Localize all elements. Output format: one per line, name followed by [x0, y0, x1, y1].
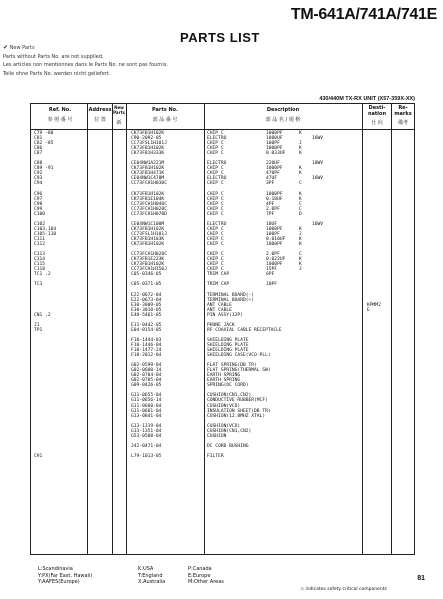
cell-pn: CE04NW1A221M — [131, 161, 165, 167]
cell-dest: KPMM2 — [367, 302, 381, 308]
cell-ref: C87 — [34, 151, 43, 157]
cell-volt: 10WV — [312, 161, 324, 167]
header-description: Description — [266, 107, 300, 113]
legend-item: K:USA — [138, 566, 154, 572]
cell-pn: CC73FCH1H070D — [131, 211, 167, 217]
cell-tol: K — [299, 196, 302, 202]
cell-desc: CHIP C — [207, 252, 224, 258]
cell-tol: K — [299, 131, 302, 136]
cell-pn: F10-1444-03 — [131, 337, 162, 343]
cell-desc: CUSHION(VCO) — [207, 403, 241, 409]
cell-ref: C82 -85 — [34, 141, 54, 147]
cell-val: 10UF — [266, 221, 278, 227]
cell-ref: C81 — [34, 136, 43, 142]
cell-desc: SHIELDING CASE(VCO-PLL) — [207, 353, 271, 359]
cell-ref: C88 — [34, 161, 43, 167]
model-number: TM-641A/741A/741E — [290, 6, 437, 23]
cell-val: 100PF — [266, 231, 280, 237]
cell-tol: C — [299, 252, 302, 258]
cell-pn: CC73FCH1H040C — [131, 201, 167, 207]
legend-column — [188, 566, 224, 586]
cell-tol: K — [299, 242, 302, 248]
cell-desc: CUSHION — [207, 433, 227, 439]
cell-tol: J — [299, 141, 302, 147]
note-text: Teile ohne Parts No. werden nicht geliefert. — [3, 70, 111, 77]
cell-desc: ANT CABLE — [207, 307, 232, 313]
cell-volt: 16WV — [312, 176, 324, 182]
cell-val: 1000PF — [266, 191, 283, 197]
note-text: New Parts — [9, 45, 35, 51]
cell-desc: EARTH SPRING — [207, 378, 241, 384]
cell-val: 1000PF — [266, 242, 283, 248]
cell-tol: K — [299, 236, 302, 242]
cell-ref: J1 — [34, 322, 40, 328]
cell-pn: G11-0655-04 — [131, 393, 162, 399]
cell-pn: G53-0508-04 — [131, 433, 162, 439]
header-new: New Parts — [113, 105, 125, 115]
cell-desc: ANT CABLE — [207, 302, 232, 308]
header-new-jp: 新 — [116, 120, 122, 126]
cell-pn: G11-0660-04 — [131, 403, 162, 409]
cell-pn: CE04NW1C100M — [131, 221, 165, 227]
cell-val: 1000PF — [266, 226, 283, 232]
cell-desc: CONDUCTIVE RUBBER(MCF) — [207, 398, 268, 404]
cell-val: 1000PF — [266, 146, 283, 152]
cell-desc: CHIP C — [207, 141, 224, 147]
note-text: Les articles non mentionnes dans le Parts No. ne sont pas fournis. — [3, 62, 168, 68]
cell-val: 2.0PF — [266, 252, 280, 258]
page-number: 81 — [417, 575, 425, 582]
cell-pn: CK73FB1H102K — [131, 262, 165, 268]
cell-val: 6PF — [266, 272, 275, 278]
cell-desc: CHIP C — [207, 231, 224, 237]
header-remarks: Re-marks — [394, 105, 412, 117]
cell-ref: C105-110 — [34, 231, 57, 237]
cell-tol: K — [299, 146, 302, 152]
cell-desc: TRIM CAP — [207, 282, 230, 288]
cell-desc: CHIP C — [207, 267, 224, 273]
cell-ref: C86 — [34, 146, 43, 152]
cell-desc: INSULATION SHEET(DB TR) — [207, 408, 271, 414]
cell-desc: PIN ASSY(12P) — [207, 312, 243, 318]
cell-desc: CUSHION(12.8MHZ XTAL) — [207, 413, 266, 419]
cell-ref: C92 — [34, 171, 43, 177]
header-remarks-jp: 備考 — [397, 120, 408, 126]
cell-desc: ELECTRO — [207, 221, 227, 227]
cell-val: 1000UF — [266, 136, 283, 142]
page-title: PARTS LIST — [180, 30, 260, 45]
cell-desc: ELECTRO — [207, 176, 227, 182]
legend-item: T:England — [138, 572, 163, 579]
legend-item: Y:PX(Far East, Hawaii) — [38, 572, 93, 579]
cell-pn: G13-1351-04 — [131, 428, 162, 434]
cell-tol: C — [299, 201, 302, 207]
cell-pn: CK73FB1H102K — [131, 146, 165, 152]
cell-pn: CC73FSL1H101J — [131, 231, 167, 237]
cell-ref: TC3 — [34, 282, 43, 288]
cell-pn: E22-0672-04 — [131, 292, 162, 298]
cell-desc: CHIP C — [207, 151, 224, 157]
cell-ref: C113 — [34, 252, 46, 258]
cell-desc: CHIP C — [207, 236, 224, 242]
header-parts-no: Parts No. — [152, 107, 178, 113]
cell-pn: G02-0704-04 — [131, 373, 162, 379]
cell-desc: CHIP C — [207, 206, 224, 212]
cell-pn: G02-0600-14 — [131, 368, 162, 374]
cell-pn: CC73FCH1H020C — [131, 252, 167, 258]
header-address-jp: 位 置 — [94, 117, 106, 123]
cell-desc: CHIP C — [207, 191, 224, 197]
cell-ref: C96 — [34, 191, 43, 197]
cell-tol: K — [299, 262, 302, 268]
cell-desc: TERMINAL BOARD(-) — [207, 292, 255, 298]
cell-pn: CK73FB1H102K — [131, 166, 165, 172]
cell-desc: CHIP C — [207, 242, 224, 248]
legend-column — [38, 566, 92, 586]
cell-pn: CK73FB1H102K — [131, 131, 165, 136]
cell-val: 0.022UF — [266, 257, 286, 263]
cell-val: 2.0PF — [266, 206, 280, 212]
cell-pn: CK73FB1H103K — [131, 236, 165, 242]
header-parts-no-jp: 部 品 番 号 — [152, 117, 178, 123]
cell-pn: CK73FB1E223K — [131, 257, 165, 263]
cell-val: 47UF — [266, 176, 278, 182]
cell-ref: C112 — [34, 242, 46, 248]
cell-pn: CK73FB1E104K — [131, 196, 165, 202]
cell-pn: G13-0841-04 — [131, 413, 162, 419]
header-destination: Desti-nation — [367, 105, 387, 117]
cell-pn: J42-0471-04 — [131, 443, 162, 449]
cell-pn: CE04NW1C470M — [131, 176, 165, 182]
cell-ref: C94 — [34, 181, 43, 187]
cell-pn: CK73FB1H471K — [131, 171, 165, 177]
cell-desc: DC CORD BUSHING — [207, 443, 249, 449]
cell-tol: C — [299, 206, 302, 212]
cell-desc: CHIP C — [207, 226, 224, 232]
cell-ref: C103,104 — [34, 226, 57, 232]
cell-desc: RF COAXIAL CABLE RECEPTACLE — [207, 327, 282, 333]
cell-ref: C97 — [34, 196, 43, 202]
note-line — [3, 53, 168, 62]
table-header — [31, 104, 414, 130]
cell-ref: C99 — [34, 206, 43, 212]
notes-block — [3, 44, 168, 78]
cell-desc: CHIP C — [207, 181, 224, 187]
cell-ref: C118 — [34, 267, 46, 273]
legend-item: Y:AAFES(Europe) — [38, 579, 80, 585]
cell-ref: CN1 ,2 — [34, 312, 51, 318]
cell-tol: J — [299, 231, 302, 237]
cell-desc: TERMINAL BOARD(+) — [207, 297, 255, 303]
legend-item: P:Canada — [188, 566, 212, 572]
parts-rows — [31, 131, 414, 459]
cell-val: 3PF — [266, 181, 275, 187]
note-line — [3, 61, 168, 70]
cell-pn: E04-0154-05 — [131, 327, 162, 333]
cell-val: 470PF — [266, 171, 280, 177]
cell-val: 1000PF — [266, 262, 283, 268]
cell-ref: C91 — [34, 454, 43, 459]
cell-ref: C102 — [34, 221, 46, 227]
cell-pn: G11-0661-04 — [131, 408, 162, 414]
cell-pn: F10-1446-04 — [131, 342, 162, 348]
cell-val: 0.10UF — [266, 196, 283, 202]
safety-note: ⚠ indicates safety critical components — [300, 587, 387, 592]
cell-desc: CUSHION(CN1,CN2) — [207, 393, 252, 399]
cell-desc: CHIP C — [207, 262, 224, 268]
cell-volt: 16WV — [312, 136, 324, 142]
cell-pn: CC73FCH1H020C — [131, 206, 167, 212]
parts-table — [30, 103, 415, 555]
cell-ref: TP1 — [34, 327, 43, 333]
header-address: Address — [88, 107, 112, 113]
legend-item: L:Scandinavia — [38, 566, 73, 572]
cell-pn: G11-0656-14 — [131, 398, 162, 404]
cell-desc: CHIP C — [207, 131, 224, 136]
header-ref: Ref. No. — [48, 107, 72, 113]
cell-val: 7PF — [266, 211, 275, 217]
note-line — [3, 44, 168, 53]
header-ref-jp: 参 照 番 号 — [47, 117, 73, 123]
cell-ref: C89 -91 — [34, 166, 54, 172]
checkmark-icon: ✔ — [3, 44, 9, 51]
note-line — [3, 70, 168, 79]
cell-desc: CHIP C — [207, 257, 224, 263]
legend-column — [138, 566, 165, 586]
cell-val: 1000PF — [266, 131, 283, 136]
cell-desc: CHIP C — [207, 166, 224, 172]
cell-pn: C05-0371-05 — [131, 282, 162, 288]
cell-val: 0.033UF — [266, 151, 286, 157]
cell-ref: C93 — [34, 176, 43, 182]
cell-ref: C79 -80 — [34, 131, 54, 136]
cell-val: 1000PF — [266, 166, 283, 172]
cell-ref: C100 — [34, 211, 46, 217]
cell-pn: CC73FSL1H101J — [131, 141, 167, 147]
cell-val: 0.010UF — [266, 236, 286, 242]
cell-tol: K — [299, 257, 302, 263]
cell-pn: C05-0346-05 — [131, 272, 162, 278]
cell-desc: CHIP C — [207, 196, 224, 202]
cell-tol: K — [299, 151, 302, 157]
cell-desc: CUSHION(VCO) — [207, 423, 241, 429]
cell-desc: FLAT SPRING(THERMAL SW) — [207, 368, 271, 374]
cell-desc: PHONE JACK — [207, 322, 235, 328]
cell-pn: CK73FB1H102K — [131, 226, 165, 232]
legend-item: M:Other Areas — [188, 579, 224, 585]
cell-dest: E — [367, 307, 370, 313]
note-text: Parts without Parts No. are not supplied. — [3, 53, 104, 60]
cell-ref: C98 — [34, 201, 43, 207]
cell-desc: CHIP C — [207, 211, 224, 217]
cell-tol: C — [299, 181, 302, 187]
cell-pn: CK73FB1H333K — [131, 151, 165, 157]
cell-val: 100PF — [266, 141, 280, 147]
cell-ref: TC1 ,2 — [34, 272, 51, 278]
cell-pn: E40-5461-05 — [131, 312, 162, 318]
cell-ref: C114 — [34, 257, 46, 263]
cell-pn: CK73FB1H102K — [131, 191, 165, 197]
cell-tol: J — [299, 267, 302, 273]
cell-tol: D — [299, 211, 302, 217]
cell-desc: ELECTRO — [207, 161, 227, 167]
cell-desc: EARTH SPRING — [207, 373, 241, 379]
cell-desc: FILTER — [207, 454, 224, 459]
cell-desc: CHIP C — [207, 201, 224, 207]
cell-pn: F10-1477-24 — [131, 348, 162, 354]
cell-val: 10PF — [266, 282, 278, 288]
cell-tol: K — [299, 171, 302, 177]
cell-pn: G02-0705-04 — [131, 378, 162, 384]
cell-pn: E30-3009-05 — [131, 302, 162, 308]
cell-pn: CK73FB1H102K — [131, 242, 165, 248]
table-row — [31, 454, 414, 459]
cell-desc: FLAT SPRING(DB TR) — [207, 363, 257, 369]
cell-pn: E11-0442-05 — [131, 322, 162, 328]
cell-ref: C115 — [34, 262, 46, 268]
cell-desc: SHIELDING PLATE — [207, 337, 249, 343]
unit-label: 430/440M TX-RX UNIT (X57-359X-XX) — [319, 96, 415, 102]
cell-desc: CUSHION(CN1,CN2) — [207, 428, 252, 434]
cell-tol: K — [299, 191, 302, 197]
cell-pn: CC73FCH1H150J — [131, 267, 167, 273]
cell-volt: 16WV — [312, 221, 324, 227]
cell-val: 220UF — [266, 161, 280, 167]
cell-pn: L79-1013-05 — [131, 454, 162, 459]
cell-desc: SHIELDING PLATE — [207, 348, 249, 354]
cell-tol: K — [299, 166, 302, 172]
cell-pn: F10-2012-04 — [131, 353, 162, 359]
cell-desc: SPRING(DC CORD) — [207, 383, 249, 389]
legend-item: X:Australia — [138, 579, 166, 585]
cell-pn: G09-0426-05 — [131, 383, 162, 389]
cell-tol: K — [299, 226, 302, 232]
cell-pn: E30-3010-05 — [131, 307, 162, 313]
header-destination-jp: 仕 向 — [371, 120, 383, 126]
cell-desc: TRIM CAP — [207, 272, 230, 278]
cell-desc: ELECTRO — [207, 136, 227, 142]
cell-val: 4PF — [266, 201, 275, 207]
cell-desc: CHIP C — [207, 171, 224, 177]
cell-desc: CHIP C — [207, 146, 224, 152]
cell-pn: G02-0599-04 — [131, 363, 162, 369]
cell-desc: SHIELDING PLATE — [207, 342, 249, 348]
cell-pn: CC73FCH1H030C — [131, 181, 167, 187]
cell-val: 15PF — [266, 267, 278, 273]
cell-pn: C90-2092-05 — [131, 136, 162, 142]
header-description-jp: 部 品 名 / 規 格 — [265, 117, 301, 123]
cell-pn: E22-0673-04 — [131, 297, 162, 303]
cell-ref: C111 — [34, 236, 46, 242]
legend-item: E:Europe — [188, 572, 211, 579]
cell-pn: G13-1319-04 — [131, 423, 162, 429]
